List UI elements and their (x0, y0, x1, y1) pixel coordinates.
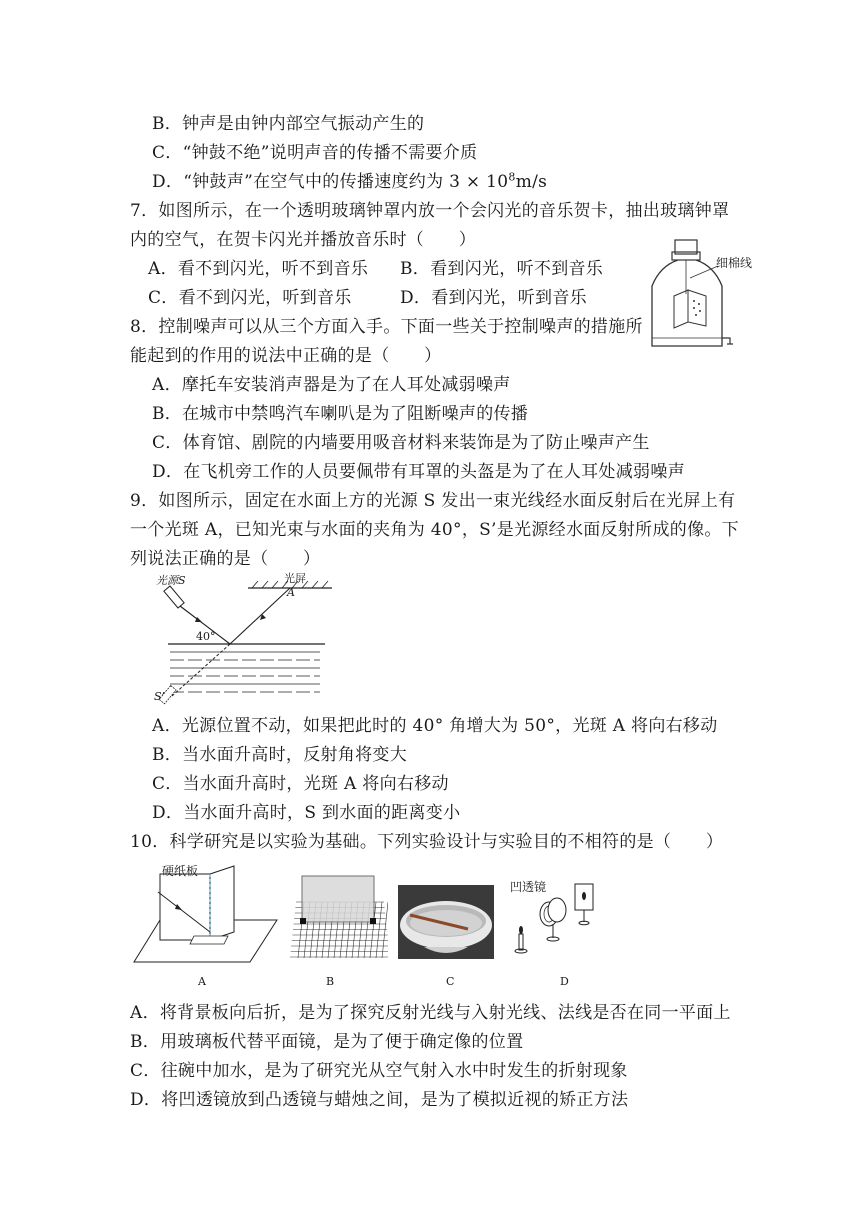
experiment-a-figure (132, 862, 282, 970)
q9-option-d: D．当水面升高时，S 到水面的距离变小 (152, 803, 461, 823)
q9-option-c: C．当水面升高时，光斑 A 将向右移动 (152, 774, 449, 794)
q9-fig-image-label: S’ (154, 690, 166, 703)
q9-fig-point-a: A (287, 586, 295, 599)
q10-caption-d: D (560, 975, 569, 988)
q10-option-a: A．将背景板向后折，是为了探究反射光线与入射光线、法线是否在同一平面上 (130, 1003, 731, 1023)
q8-option-b: B．在城市中禁鸣汽车喇叭是为了阻断噪声的传播 (152, 404, 529, 424)
q10-stem: 10．科学研究是以实验为基础。下列实验设计与实验目的不相符的是（ ） (130, 832, 724, 852)
q9-option-b: B．当水面升高时，反射角将变大 (152, 745, 407, 765)
q8-option-a: A．摩托车安装消声器是为了在人耳处减弱噪声 (152, 375, 511, 395)
q10-fig-d-label: 凹透镜 (510, 880, 547, 894)
q6-option-d-text: D．“钟鼓声”在空气中的传播速度约为 3 × 10 (152, 172, 509, 192)
q8-stem-line1: 8．控制噪声可以从三个方面入手。下面一些关于控制噪声的措施所 (130, 317, 643, 337)
q6-option-b: B．钟声是由钟内部空气振动产生的 (152, 114, 425, 134)
q7-fig-label: 细棉线 (716, 256, 753, 270)
q9-stem-line2: 一个光斑 A，已知光束与水面的夹角为 40°，S’是光源经水面反射所成的像。下 (130, 520, 739, 540)
q6-option-d-exponent: 8 (508, 170, 516, 184)
q10-caption-a: A (198, 975, 206, 988)
q9-option-a: A．光源位置不动，如果把此时的 40° 角增大为 50°，光斑 A 将向右移动 (152, 716, 718, 736)
q7-option-a: A．看不到闪光，听不到音乐 (148, 259, 369, 279)
q6-option-d (152, 170, 547, 194)
q6-option-d-unit: m/s (515, 172, 548, 192)
q7-option-b: B．看到闪光，听不到音乐 (400, 259, 604, 279)
experiment-c-photo (398, 885, 494, 959)
q9-fig-screen-label: 光屏 (284, 572, 306, 585)
q9-stem-line3: 列说法正确的是（ ） (130, 549, 321, 569)
q8-option-d: D．在飞机旁工作的人员要佩带有耳罩的头盔是为了在人耳处减弱噪声 (152, 462, 685, 482)
q8-stem-line2: 能起到的作用的说法中正确的是（ ） (130, 346, 442, 366)
q10-caption-c: C (446, 975, 455, 988)
q6-option-c: C．“钟鼓不绝”说明声音的传播不需要介质 (152, 143, 478, 163)
q10-fig-a-label: 硬纸板 (162, 864, 199, 878)
experiment-b-figure (288, 870, 388, 962)
q7-option-d: D．看到闪光，听到音乐 (400, 288, 587, 308)
q9-fig-angle: 40° (196, 630, 216, 643)
q10-option-c: C．往碗中加水，是为了研究光从空气射入水中时发生的折射现象 (130, 1061, 628, 1081)
q10-option-b: B．用玻璃板代替平面镜，是为了便于确定像的位置 (130, 1032, 524, 1052)
reflection-diagram (150, 572, 335, 707)
q9-stem-line1: 9．如图所示，固定在水面上方的光源 S 发出一束光线经水面反射后在光屏上有 (130, 491, 736, 511)
q10-option-d: D．将凹透镜放到凸透镜与蜡烛之间，是为了模拟近视的矫正方法 (130, 1090, 629, 1110)
q9-fig-source-label: 光源S (156, 574, 186, 587)
q7-option-c: C．看不到闪光，听到音乐 (148, 288, 352, 308)
q7-stem-line1: 7．如图所示，在一个透明玻璃钟罩内放一个会闪光的音乐贺卡，抽出玻璃钟罩 (130, 201, 730, 221)
q8-option-c: C．体育馆、剧院的内墙要用吸音材料来装饰是为了防止噪声产生 (152, 433, 650, 453)
q7-stem-line2: 内的空气，在贺卡闪光并播放音乐时（ ） (130, 230, 476, 250)
q10-caption-b: B (326, 975, 335, 988)
